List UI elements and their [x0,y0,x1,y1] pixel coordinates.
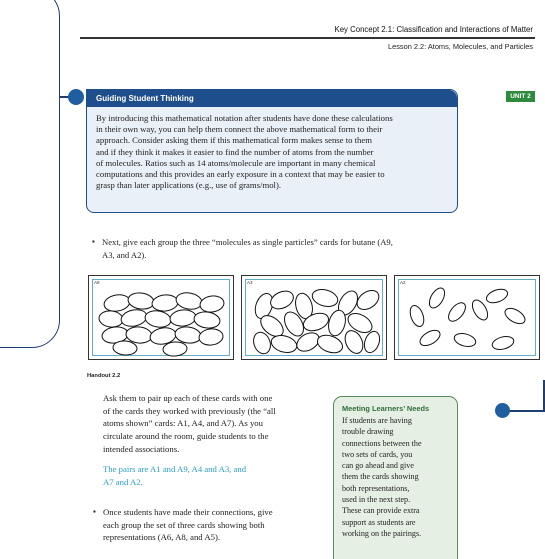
para-line: intended associations. [103,443,180,454]
lesson-heading: Lesson 2.2: Atoms, Molecules, and Particles [387,42,533,51]
card-a2 [394,275,540,360]
left-sidebar-panel [0,0,60,348]
mln-line: them the cards showing [342,472,419,482]
bullet-line: each group the set of three cards showing both [103,519,265,530]
mln-line: working on the pairings. [342,528,422,538]
mln-line: two sets of cards, you [342,449,413,459]
pairs-answer [103,463,246,488]
mln-line: trouble drawing [342,427,394,437]
pairing-instructions [103,392,276,456]
gst-line: computations and this provides an early exposure in a context that may be easier to [96,169,385,180]
gst-line: and if they think it makes it easier to find the number of atoms from the number [96,146,374,157]
mln-line: support as students are [342,517,416,527]
gst-line: of molecules. Ratios such as 14 atoms/molecule are important in many chemical [96,157,376,168]
right-connector-line [509,410,545,412]
guiding-student-thinking-title: Guiding Student Thinking [87,90,457,107]
answer-line: The pairs are A1 and A9, A4 and A3, and [103,464,247,474]
bullet-line: Next, give each group the three “molecules as single particles” cards for butane (A9, [102,237,393,247]
card-label: A3 [247,280,253,285]
left-marker-dot [68,89,84,105]
bullet-line: representations (A6, A8, and A5). [103,532,221,543]
bullet-line: Once students have made their connections, give [103,507,273,517]
gst-line: in their own way, you can help them connect the above mathematical form to their [96,124,383,135]
header-rule [80,37,535,39]
bullet-icon: ▪ [93,507,96,516]
gst-line: approach. Consider asking them if this mathematical form makes sense to them [96,135,372,146]
card-a3 [241,275,387,360]
mln-line: used in the next step. [342,495,411,505]
bullet-butane-cards [92,236,393,261]
butane-molecules-gas [395,276,541,361]
answer-line: A7 and A2. [103,476,143,487]
card-label: A9 [94,280,100,285]
guiding-student-thinking-body [87,107,457,191]
mln-line: can go ahead and give [342,461,414,471]
meeting-learners-needs-box [333,396,458,559]
meeting-learners-needs-title: Meeting Learners’ Needs [342,404,430,413]
key-concept-heading: Key Concept 2.1: Classification and Interactions of Matter [334,25,533,34]
card-a9 [88,275,234,360]
bullet-line: A3, and A2). [102,249,147,260]
bullet-both-representations [93,506,273,544]
mln-line: These can provide extra [342,506,420,516]
gst-line: grasp than later applications (e.g., use of grams/mol). [96,180,282,191]
butane-molecules-liquid [242,276,388,361]
unit-badge: UNIT 2 [506,91,535,102]
mln-line: connections between the [342,438,422,448]
guiding-student-thinking-box [86,89,458,213]
meeting-learners-needs-body [342,415,450,539]
para-line: circulate around the room, guide students to the [103,431,269,442]
butane-molecules-packed [89,276,235,361]
para-line: atoms shown” cards: A1, A4, and A7). As you [103,418,263,429]
para-line: of the cards they worked with previously (the “all [103,405,276,416]
bullet-icon: ▪ [92,237,95,246]
mln-line: If students are having [342,416,412,425]
para-line: Ask them to pair up each of these cards with one [103,393,273,403]
gst-line: By introducing this mathematical notation after students have done these calculations [96,113,393,123]
right-marker-dot [495,403,510,418]
mln-line: both representations, [342,483,410,493]
handout-label: Handout 2.2 [87,373,121,379]
card-label: A2 [400,280,406,285]
